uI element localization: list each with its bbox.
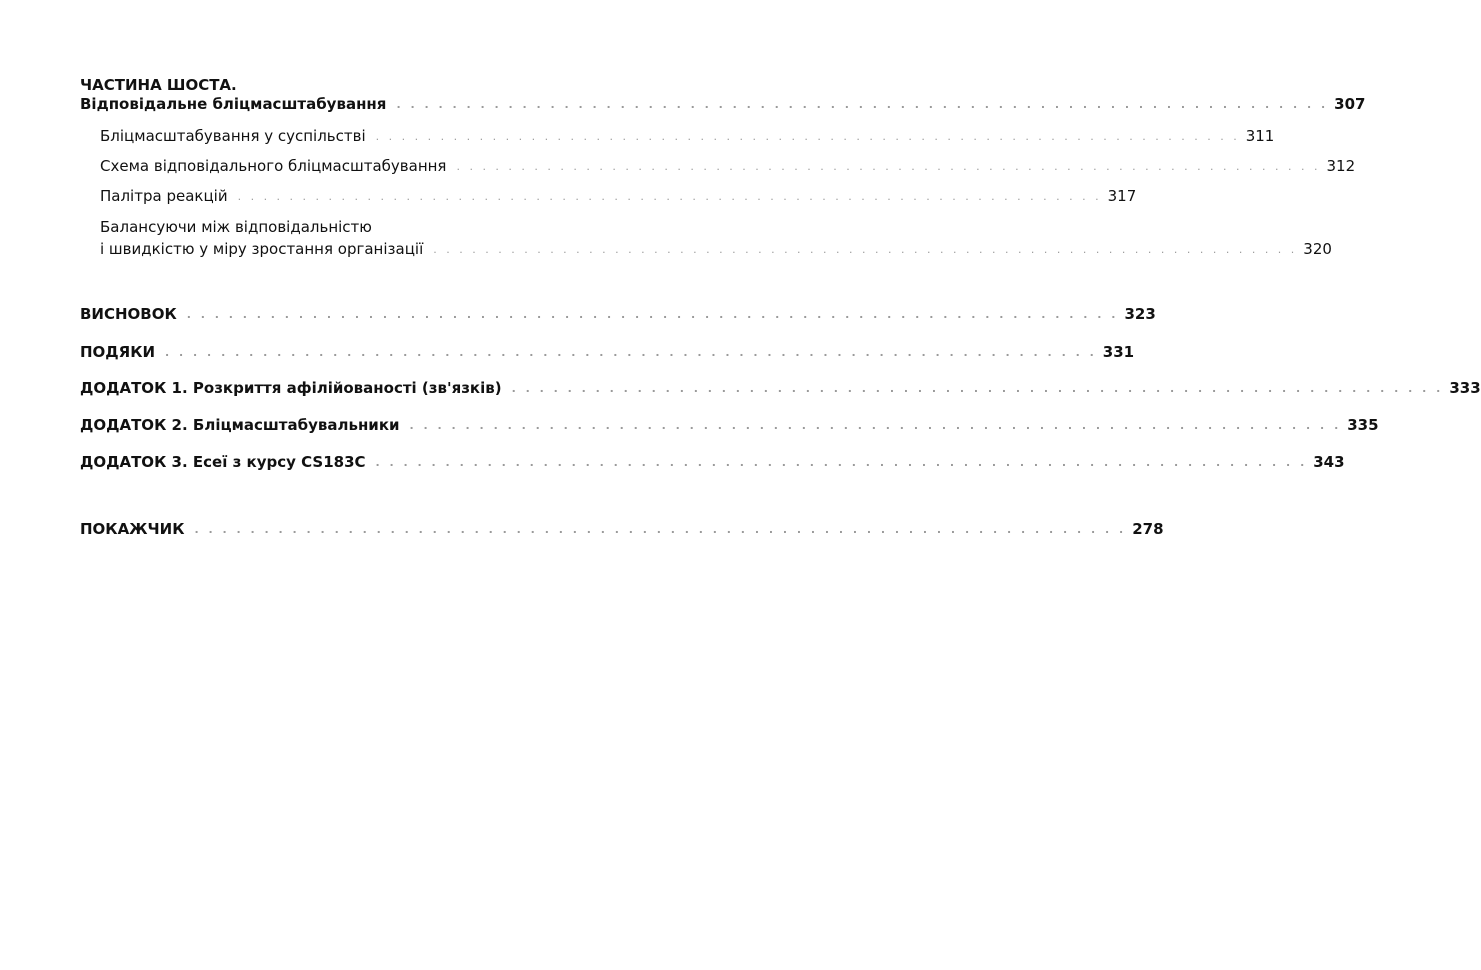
toc-entry-chapter[interactable]	[100, 186, 1137, 206]
toc-entry-title: Палітра реакцій	[100, 187, 228, 205]
toc-entry-title-line1: Балансуючи між відповідальністю	[100, 218, 372, 236]
dot-leader: . . . . . . . . . . . . . . . . . . . . . . . . . . . . . . . . . . . . . . . . . . . . . . . . . . . . . . . . . . . . . . . . . . .	[456, 160, 1321, 173]
toc-entry-chapter[interactable]	[100, 126, 1275, 146]
page-number: 317	[1107, 187, 1137, 205]
dot-leader: . . . . . . . . . . . . . . . . . . . . . . . . . . . . . . . . . . . . . . . . . . . . . . . . . . . . . . . . . . . . . . . . . . .	[409, 419, 1342, 432]
page-number: 312	[1326, 157, 1356, 175]
dot-leader: . . . . . . . . . . . . . . . . . . . . . . . . . . . . . . . . . . . . . . . . . . . . . . . . . . . . . . . . . . . . . . . . . . .	[433, 243, 1298, 256]
toc-entry-index[interactable]	[80, 520, 1164, 539]
toc-entry-title: ВИСНОВОК	[80, 305, 177, 323]
page-number: 307	[1334, 95, 1366, 113]
toc-entry-section[interactable]	[80, 343, 1135, 362]
dot-leader: . . . . . . . . . . . . . . . . . . . . . . . . . . . . . . . . . . . . . . . . . . . . . . . . . . . . . . . . . . . . . . . . . . .	[375, 130, 1240, 143]
page-number: 343	[1313, 453, 1345, 471]
toc-entry-title: Схема відповідального бліцмасштабування	[100, 157, 447, 175]
dot-leader: . . . . . . . . . . . . . . . . . . . . . . . . . . . . . . . . . . . . . . . . . . . . . . . . . . . . . . . . . . . . . . . . . . .	[511, 382, 1444, 395]
toc-entry-section[interactable]	[80, 379, 1481, 398]
toc-entry-part-title[interactable]	[80, 95, 1366, 114]
toc-entry-title-line2: і швидкістю у міру зростання організації	[100, 240, 424, 258]
toc-entry-section[interactable]	[80, 416, 1379, 435]
toc-entry-title: Відповідальне бліцмасштабування	[80, 95, 387, 113]
toc-entry-chapter[interactable]	[100, 156, 1356, 176]
dot-leader: . . . . . . . . . . . . . . . . . . . . . . . . . . . . . . . . . . . . . . . . . . . . . . . . . . . . . . . . . . . . . . . . . . .	[237, 190, 1102, 203]
dot-leader: . . . . . . . . . . . . . . . . . . . . . . . . . . . . . . . . . . . . . . . . . . . . . . . . . . . . . . . . . . . . . . . . . . .	[186, 308, 1119, 321]
part-label: ЧАСТИНА ШОСТА.	[80, 76, 237, 94]
toc-entry-chapter-multiline[interactable]	[100, 216, 612, 238]
dot-leader: . . . . . . . . . . . . . . . . . . . . . . . . . . . . . . . . . . . . . . . . . . . . . . . . . . . . . . . . . . . . . . . . . . .	[396, 98, 1329, 111]
page-number: 335	[1347, 416, 1379, 434]
page-number: 331	[1102, 343, 1135, 361]
dot-leader: . . . . . . . . . . . . . . . . . . . . . . . . . . . . . . . . . . . . . . . . . . . . . . . . . . . . . . . . . . . . . . . . . . .	[194, 523, 1127, 536]
page-number: 323	[1124, 305, 1156, 323]
toc-entry-section[interactable]	[80, 453, 1345, 472]
toc-entry-title: ДОДАТОК 3. Есеї з курсу CS183C	[80, 453, 366, 471]
dot-leader: . . . . . . . . . . . . . . . . . . . . . . . . . . . . . . . . . . . . . . . . . . . . . . . . . . . . . . . . . . . . . . . . . . .	[165, 346, 1097, 359]
toc-entry-title: ДОДАТОК 2. Бліцмасштабувальники	[80, 416, 400, 434]
page-number: 320	[1303, 240, 1332, 258]
toc-entry-title: Бліцмасштабування у суспільстві	[100, 127, 366, 145]
page-number: 311	[1245, 127, 1275, 145]
dot-leader: . . . . . . . . . . . . . . . . . . . . . . . . . . . . . . . . . . . . . . . . . . . . . . . . . . . . . . . . . . . . . . . . . . .	[375, 456, 1308, 469]
toc-entry-title: ПОКАЖЧИК	[80, 520, 185, 538]
part-six-heading	[80, 76, 612, 95]
page-number: 333	[1449, 379, 1481, 397]
toc-entry-chapter-multiline-last[interactable]	[100, 239, 1332, 259]
toc-entry-section[interactable]	[80, 305, 1156, 324]
toc-entry-title: ДОДАТОК 1. Розкриття афілійованості (зв'язків)	[80, 379, 502, 397]
page-number: 278	[1132, 520, 1164, 538]
toc-entry-title: ПОДЯКИ	[80, 343, 156, 361]
